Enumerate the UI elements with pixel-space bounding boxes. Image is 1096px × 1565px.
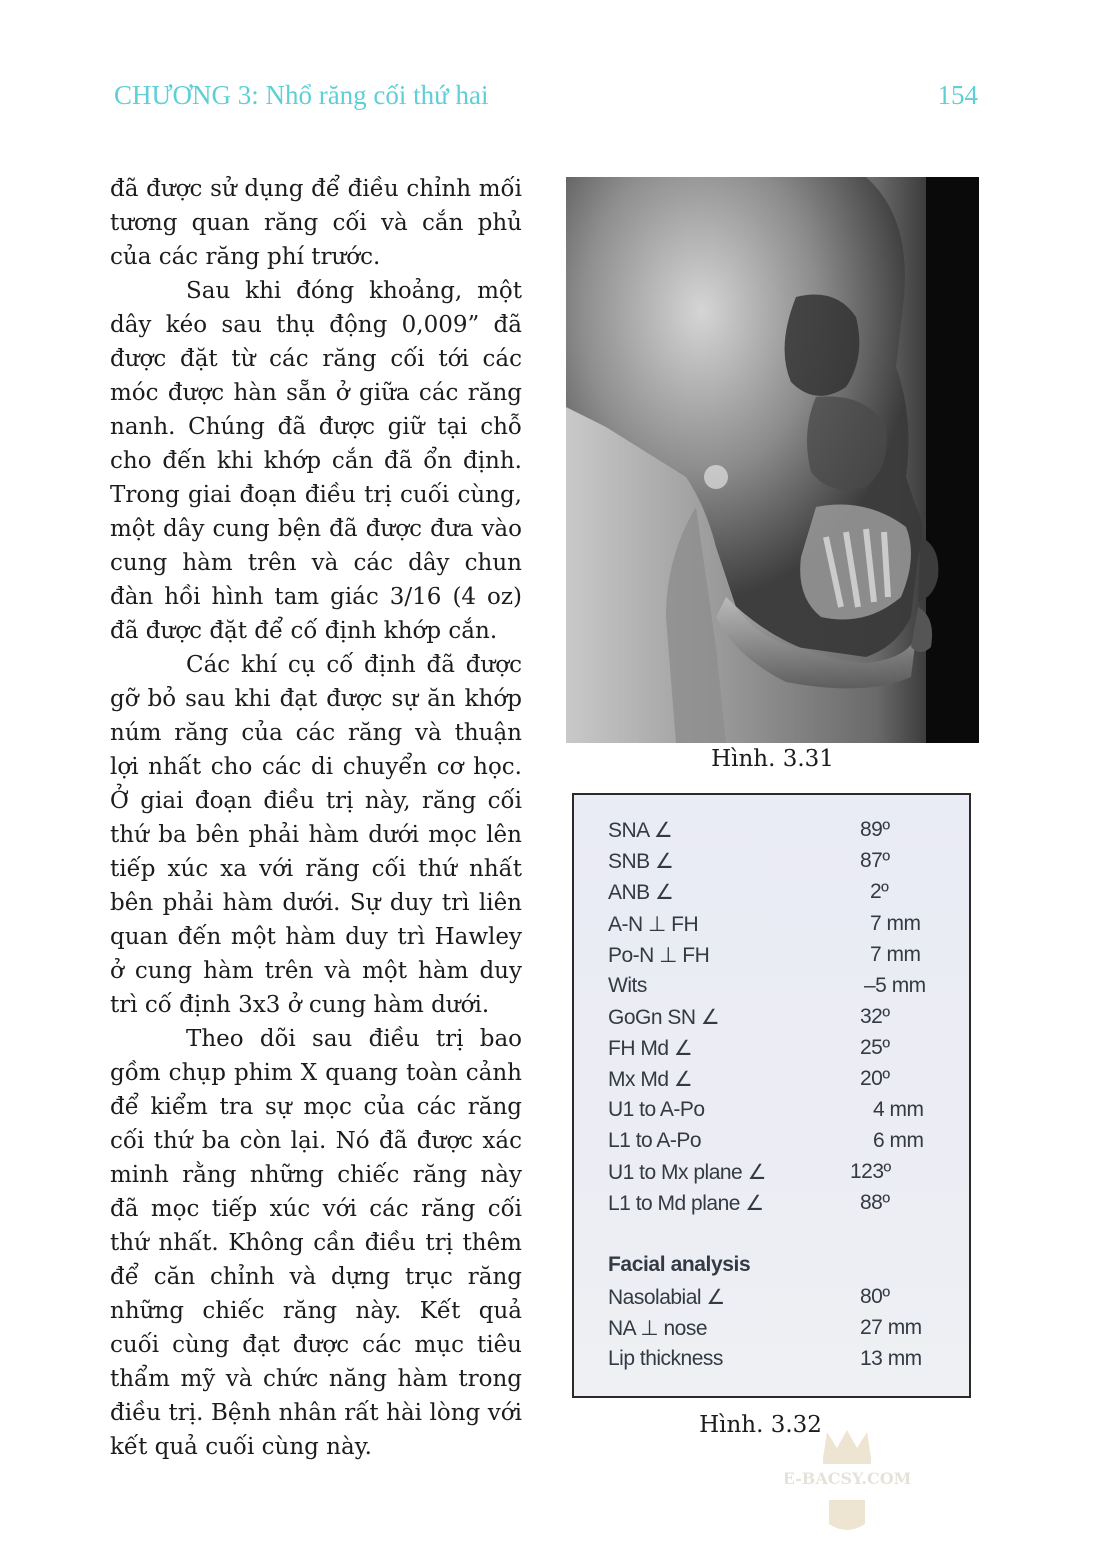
table-row: U1 to Mx plane ∠ 123º xyxy=(608,1160,891,1184)
paragraph-3: Các khí cụ cố định đã được gỡ bỏ sau khi đạt được sự ăn khớp núm răng của các răng và thuận lợi nhất cho các di chuyển cơ học. Ở giai đoạn điều trị này, răng cối thứ ba bên phải hàm dưới mọc lên tiếp xúc xa với răng cối thứ nhất bên phải hàm dưới. Sự duy trì liên quan đến một hàm duy trì Hawley ở cung hàm trên và một hàm duy trì cố định 3x3 ở cung hàm dưới. xyxy=(110,652,522,1018)
figure-caption-3-31: Hình. 3.31 xyxy=(711,746,834,772)
table-row: GoGn SN ∠ 32º xyxy=(608,1005,890,1029)
table-row: FH Md ∠ 25º xyxy=(608,1036,890,1060)
table-row: Lip thickness 13 mm xyxy=(608,1347,922,1370)
table-row: SNA ∠ 89º xyxy=(608,818,890,842)
watermark-text: E-BACSY.COM xyxy=(785,1469,910,1488)
table-row: L1 to A-Po 6 mm xyxy=(608,1129,924,1152)
watermark-logo xyxy=(785,1428,910,1538)
xray-graphic xyxy=(566,177,979,743)
table-row: L1 to Md plane ∠ 88º xyxy=(608,1191,890,1215)
figure-caption-3-32: Hình. 3.32 xyxy=(699,1412,822,1438)
table-row: NA ⊥ nose 27 mm xyxy=(608,1316,922,1340)
table-row: Po-N ⊥ FH 7 mm xyxy=(608,943,921,967)
cephalometric-xray-image xyxy=(566,177,979,743)
table-row: Wits –5 mm xyxy=(608,974,926,997)
facial-analysis-heading: Facial analysis xyxy=(608,1253,751,1276)
table-row: ANB ∠ 2º xyxy=(608,880,889,904)
table-row: A-N ⊥ FH 7 mm xyxy=(608,912,921,936)
table-row: U1 to A-Po 4 mm xyxy=(608,1098,924,1121)
table-row: Nasolabial ∠ 80º xyxy=(608,1285,890,1309)
paragraph-2: Sau khi đóng khoảng, một dây kéo sau thụ động 0,009” đã được đặt từ các răng cối tới các móc được hàn sẵn ở giữa các răng nanh. Chúng đã được giữ tại chỗ cho đến khi khớp cắn đã ổn định. Trong giai đoạn điều trị cuối cùng, một dây cung bện đã được đưa vào cung hàm trên và các dây chun đàn hồi hình tam giác 3/16 (4 oz) đã được đặt để cố định khớp cắn. xyxy=(110,278,522,644)
chapter-title: CHƯƠNG 3: Nhổ răng cối thứ hai xyxy=(114,80,489,110)
paragraph-1: đã được sử dụng để điều chỉnh mối tương quan răng cối và cắn phủ của các răng phí trước. xyxy=(110,176,522,270)
body-text xyxy=(110,172,522,1464)
table-row: SNB ∠ 87º xyxy=(608,849,890,873)
cephalometric-table xyxy=(572,793,971,1398)
page-number: 154 xyxy=(937,80,978,110)
paragraph-4: Theo dõi sau điều trị bao gồm chụp phim X quang toàn cảnh để kiểm tra sự mọc của các răng cối thứ ba còn lại. Nó đã được xác minh rằng những chiếc răng này đã mọc tiếp xúc với các răng cối thứ nhất. Không cần điều trị thêm để căn chỉnh và dựng trục răng những chiếc răng này. Kết quả cuối cùng đạt được các mục tiêu thẩm mỹ và chức năng hàm trong điều trị. Bệnh nhân rất hài lòng với kết quả cuối cùng này. xyxy=(110,1026,522,1460)
table-row: Mx Md ∠ 20º xyxy=(608,1067,890,1091)
crown-icon xyxy=(785,1428,910,1538)
